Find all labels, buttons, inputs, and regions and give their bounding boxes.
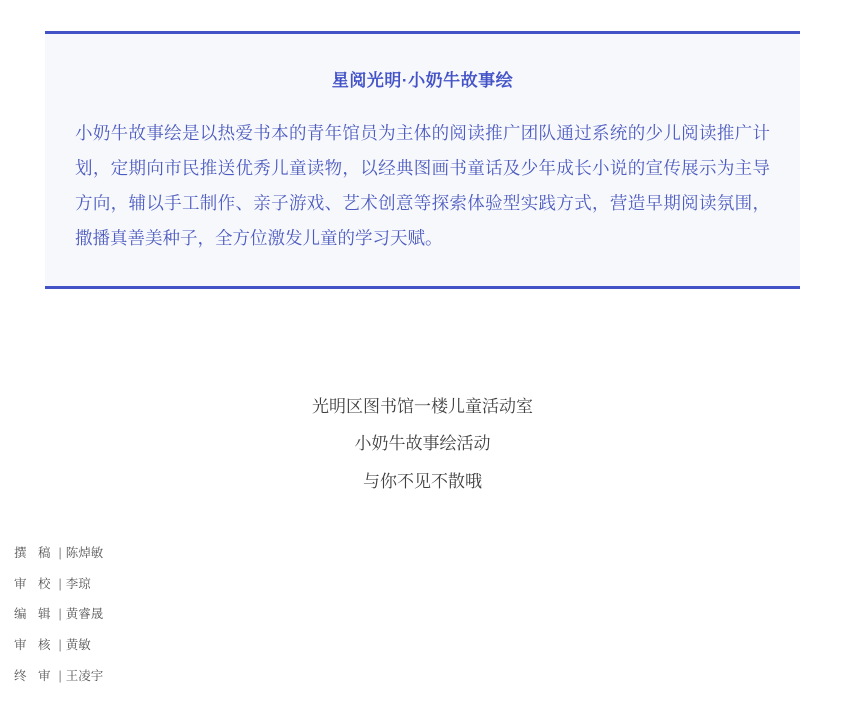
closing-line-venue: 光明区图书馆一楼儿童活动室 — [312, 397, 533, 416]
closing-line-activity: 小奶牛故事绘活动 — [354, 434, 491, 454]
credit-role: 编 辑 — [14, 607, 55, 622]
card-title: 星阅光明·小奶牛故事绘 — [331, 71, 514, 90]
credit-name: 陈焯敏 — [65, 546, 104, 560]
credit-separator: | — [58, 637, 62, 652]
credit-name: 王凌宇 — [65, 668, 104, 683]
credit-name: 黄睿晟 — [65, 607, 104, 622]
credit-role: 审 校 — [14, 576, 55, 591]
credit-name: 黄敏 — [65, 637, 91, 652]
credit-row — [14, 538, 414, 569]
credit-separator: | — [58, 607, 62, 622]
credit-row — [14, 599, 414, 630]
credit-separator: | — [58, 546, 62, 560]
credit-role: 终 审 — [14, 668, 55, 683]
credit-row — [14, 630, 414, 661]
card-body-text: 小奶牛故事绘是以热爱书本的青年馆员为主体的阅读推广团队通过系统的少儿阅读推广计划，定期向市民推送优秀儿童读物，以经典图画书童话及少年成长小说的宣传展示为主导方向，辅以手工制作、亲子游戏、艺术创意等探索体验型实践方式，营造早期阅读氛围，撒播真善美种子，全方位激发儿童的学习天赋。 — [75, 122, 770, 248]
credits-block — [14, 538, 414, 691]
credit-role: 撰 稿 — [14, 546, 55, 560]
credit-role: 审 核 — [14, 637, 55, 652]
credit-separator: | — [58, 576, 62, 591]
credit-row — [14, 569, 414, 600]
credit-row — [14, 661, 414, 692]
info-card — [45, 31, 800, 289]
credit-separator: | — [58, 668, 62, 683]
closing-line-invite: 与你不见不散哦 — [363, 471, 482, 491]
closing-block — [45, 388, 800, 500]
credit-name: 李琼 — [65, 576, 91, 591]
